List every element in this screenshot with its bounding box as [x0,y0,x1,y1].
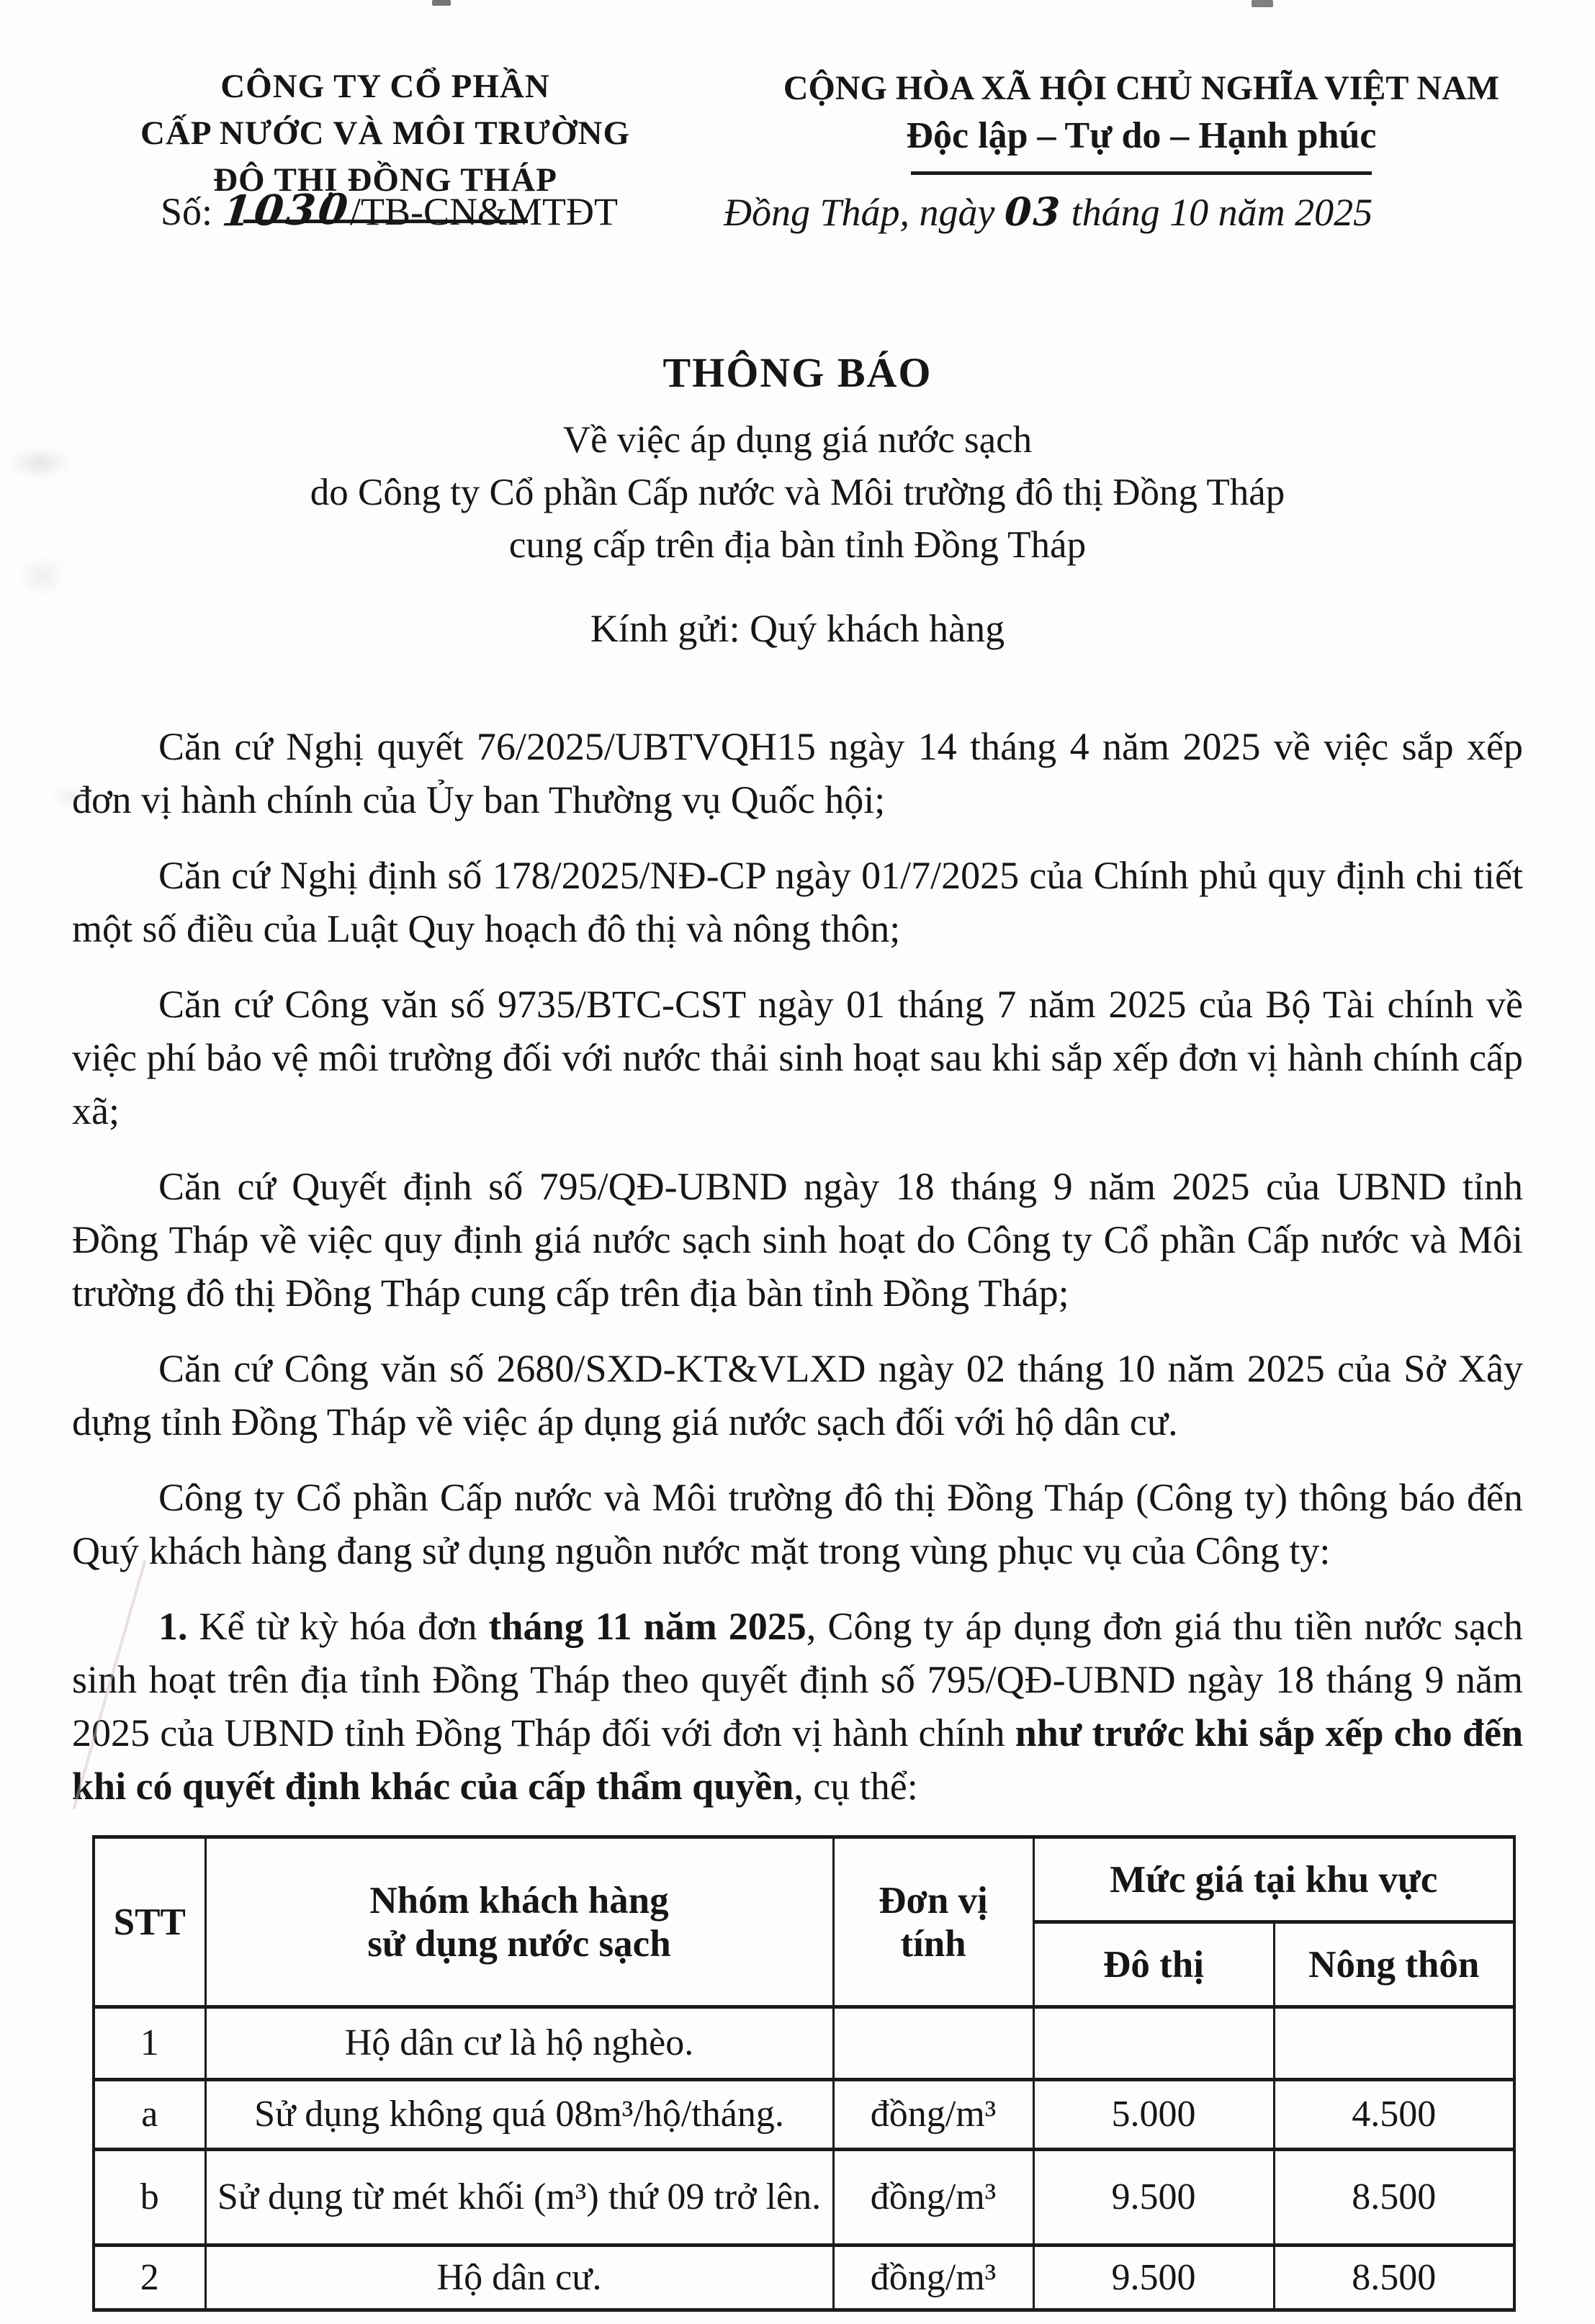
cell-unit [833,2007,1033,2080]
paragraph-basis-1: Căn cứ Nghị quyết 76/2025/UBTVQH15 ngày 14 tháng 4 năm 2025 về việc sắp xếp đơn vị hành chính của Ủy ban Thường vụ Quốc hội; [72,725,1523,821]
paragraph-announcement: Công ty Cổ phần Cấp nước và Môi trường đô thị Đồng Tháp (Công ty) thông báo đến Quý khách hàng đang sử dụng nguồn nước mặt trong vùng phục vụ của Công ty: [72,1476,1523,1572]
subtitle-line1: Về việc áp dụng giá nước sạch [562,419,1033,461]
cell-unit: đồng/m³ [833,2150,1033,2246]
national-title: CỘNG HÒA XÃ HỘI CHỦ NGHĨA VIỆT NAM [783,69,1500,107]
col-header-customer-group [205,1837,833,2007]
document-body [0,331,1595,2312]
cell-urban-price: 5.000 [1033,2080,1274,2150]
reference-suffix: /TB-CN&MTĐT [349,190,618,233]
col-header-customer-group-line2: sử dụng nước sạch [367,1922,671,1965]
cell-stt: 1 [94,2007,205,2080]
subtitle-line3: cung cấp trên địa bàn tỉnh Đồng Tháp [508,524,1087,566]
handwritten-ref-number: 1030 [219,184,353,236]
cell-stt: 2 [94,2246,205,2310]
national-motto: Độc lập – Tự do – Hạnh phúc [906,115,1377,156]
reference-label: Số: [161,190,213,233]
cell-customer-group: Hộ dân cư. [205,2246,833,2310]
scan-speck-top-1 [432,0,451,6]
scan-smudge-left-1 [7,446,72,479]
motto-underline [911,171,1372,175]
document-title: THÔNG BÁO [662,349,933,396]
org-name-line1: CÔNG TY CỔ PHẦN [220,68,550,105]
cell-rural-price [1274,2007,1514,2080]
table-row-tier-b [94,2150,1514,2246]
col-header-price-area: Mức giá tại khu vực [1033,1837,1514,1922]
org-name-line3: ĐÔ THỊ ĐỒNG THÁP [213,161,557,199]
cell-customer-group: Sử dụng từ mét khối (m³) thứ 09 trở lên. [205,2150,833,2246]
cell-rural-price: 8.500 [1274,2150,1514,2246]
cell-customer-group: Sử dụng không quá 08m³/hộ/tháng. [205,2080,833,2150]
org-name-line2: CẤP NƯỚC VÀ MÔI TRƯỜNG [140,114,630,152]
cell-stt: a [94,2080,205,2150]
cell-customer-group: Hộ dân cư là hộ nghèo. [205,2007,833,2080]
cell-unit: đồng/m³ [833,2080,1033,2150]
document-subtitle [72,414,1523,572]
reference-row [0,186,1595,243]
cell-urban-price: 9.500 [1033,2246,1274,2310]
reference-number [161,186,618,235]
scan-speck-top-2 [1252,0,1273,7]
scan-smudge-left-2 [17,554,68,598]
table-row-household [94,2246,1514,2310]
subtitle-line2: do Công ty Cổ phần Cấp nước và Môi trường đô thị Đồng Tháp [310,472,1285,513]
water-price-table [92,1835,1516,2312]
paragraph-basis-2: Căn cứ Nghị định số 178/2025/NĐ-CP ngày 01/7/2025 của Chính phủ quy định chi tiết một số điều của Luật Quy hoạch đô thị và nông thôn; [72,854,1523,950]
cell-stt: b [94,2150,205,2246]
cell-rural-price: 4.500 [1274,2080,1514,2150]
cell-urban-price: 9.500 [1033,2150,1274,2246]
col-header-urban: Đô thị [1033,1922,1274,2007]
date-prefix: Đồng Tháp, ngày [724,191,995,234]
col-header-rural: Nông thôn [1274,1922,1514,2007]
paragraph-basis-5: Căn cứ Công văn số 2680/SXD-KT&VLXD ngày 02 tháng 10 năm 2025 của Sở Xây dựng tỉnh Đồng Tháp về việc áp dụng giá nước sạch đối với hộ dân cư. [72,1347,1523,1444]
cell-urban-price [1033,2007,1274,2080]
date-suffix: tháng 10 năm 2025 [1071,191,1373,234]
cell-unit: đồng/m³ [833,2246,1033,2310]
salutation: Kính gửi: Quý khách hàng [590,607,1005,650]
cell-rural-price: 8.500 [1274,2246,1514,2310]
col-header-unit [833,1837,1033,2007]
paragraph-basis-3: Căn cứ Công văn số 9735/BTC-CST ngày 01 tháng 7 năm 2025 của Bộ Tài chính về việc phí bảo vệ môi trường đối với nước thải sinh hoạt sau khi sắp xếp đơn vị hành chính cấp xã; [72,983,1523,1132]
col-header-unit-line2: tính [900,1922,966,1965]
national-motto-block [752,66,1530,175]
scan-smudge-left-3 [50,785,94,809]
paragraph-basis-4: Căn cứ Quyết định số 795/QĐ-UBND ngày 18 tháng 9 năm 2025 của UBND tỉnh Đồng Tháp về việc quy định giá nước sạch sinh hoạt do Công ty Cổ phần Cấp nước và Môi trường đô thị Đồng Tháp cung cấp trên địa bàn tỉnh Đồng Tháp; [72,1165,1523,1315]
table-row-tier-a [94,2080,1514,2150]
col-header-customer-group-line1: Nhóm khách hàng [369,1879,669,1922]
table-row-poor-household [94,2007,1514,2080]
paragraph-item-1: 1. Kể từ kỳ hóa đơn tháng 11 năm 2025, Công ty áp dụng đơn giá thu tiền nước sạch sinh hoạt trên địa tỉnh Đồng Tháp theo quyết định số 795/QĐ-UBND ngày 18 tháng 9 năm 2025 của UBND tỉnh Đồng Tháp đối với đơn vị hành chính như trước khi sắp xếp cho đến khi có quyết định khác của cấp thẩm quyền, cụ thể: [72,1605,1523,1808]
col-header-stt: STT [94,1837,205,2007]
date-line [724,189,1372,235]
table-header-row-1 [94,1837,1514,1922]
col-header-unit-line1: Đơn vị [879,1879,988,1922]
handwritten-day: 03 [1003,189,1063,235]
